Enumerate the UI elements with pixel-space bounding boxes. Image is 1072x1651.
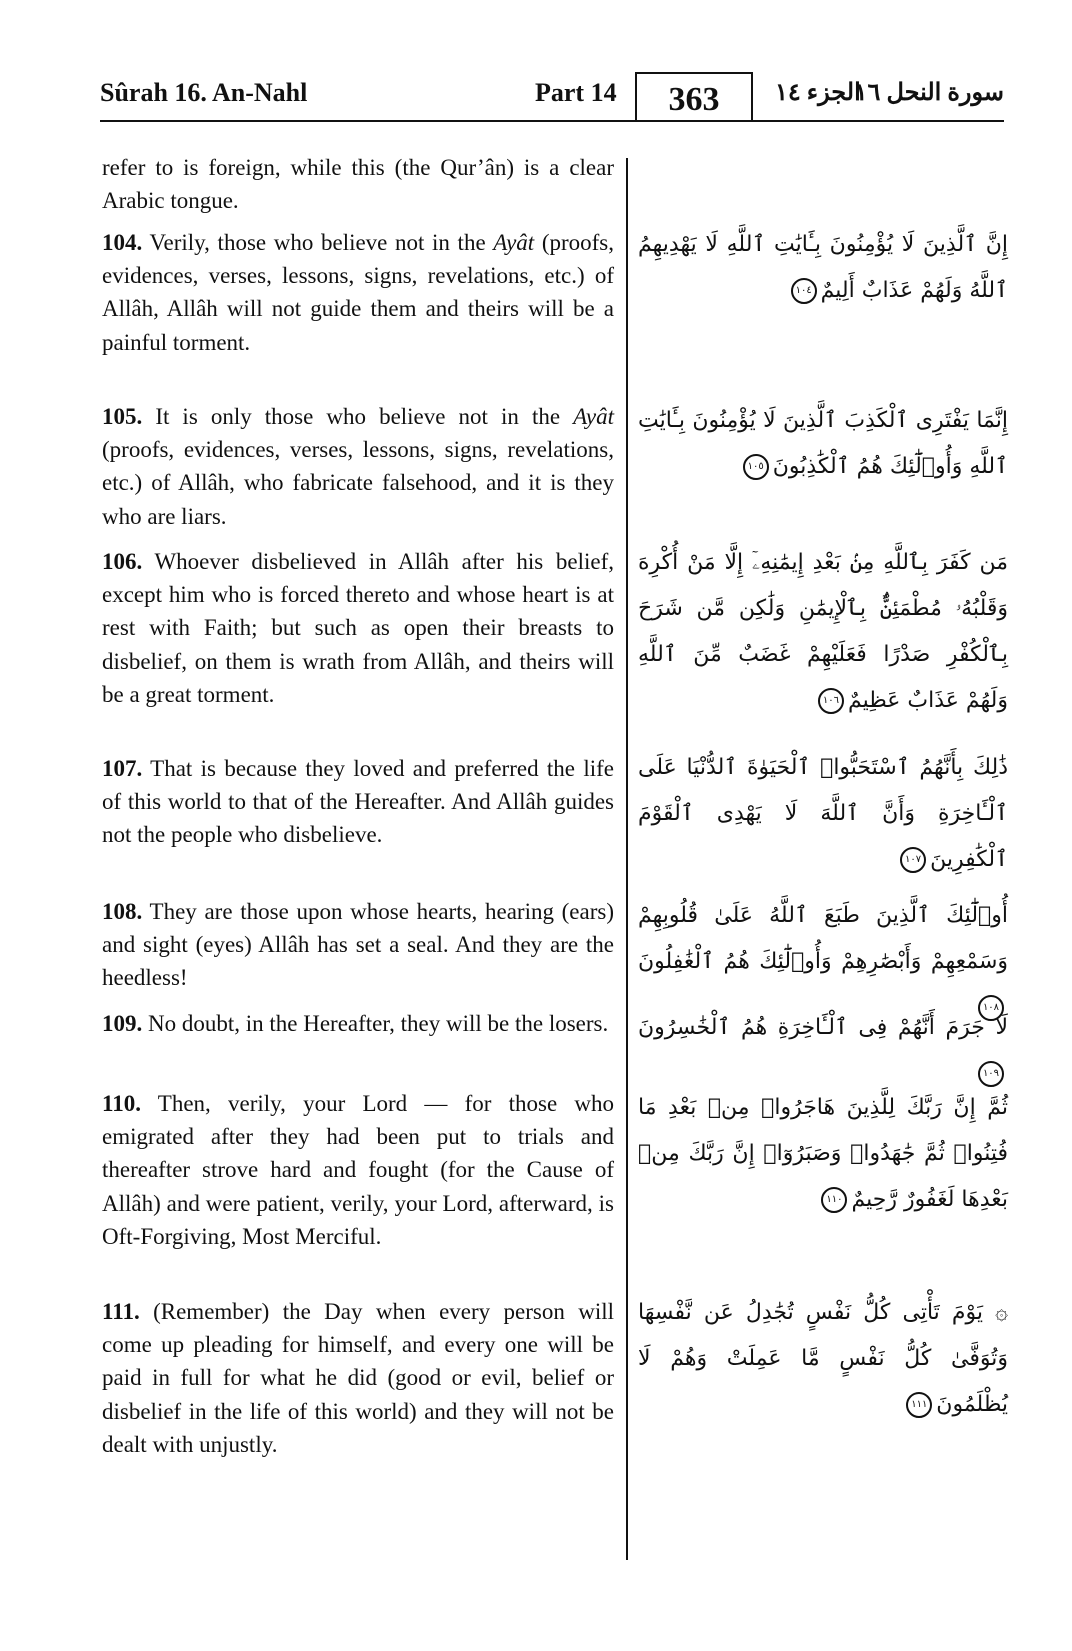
verse-107-translation: [102, 752, 614, 852]
verse-109-translation: [102, 1007, 614, 1040]
verse-110-translation: [102, 1087, 614, 1253]
surah-title: Sûrah 16. An-Nahl: [100, 78, 308, 107]
verse-number: 108.: [102, 899, 143, 924]
verse-number: 107.: [102, 756, 143, 781]
verse-end-marker: ١٠٩: [978, 1061, 1004, 1087]
verse-text: That is because they loved and preferred the life of this world to that of the Hereafter. And Allâh guides not the people who disbelieve.: [102, 756, 614, 848]
verse-number: 111.: [102, 1299, 140, 1324]
arabic-text: إِنَّ ٱلَّذِينَ لَا يُؤْمِنُونَ بِـَٔايَٰتِ ٱللَّهِ لَا يَهْدِيهِمُ ٱللَّهُ وَلَهُمْ عَذَابٌ أَلِيمٌ: [638, 232, 1008, 303]
verse-end-marker: ١١١: [906, 1392, 932, 1418]
verse-end-marker: ١٠٧: [900, 847, 926, 873]
arabic-text: ذَٰلِكَ بِأَنَّهُمُ ٱسْتَحَبُّوا۟ ٱلْحَيَوٰةَ ٱلدُّنْيَا عَلَى ٱلْـَٔاخِرَةِ وَأَنَّ ٱللَّهَ لَا يَهْدِى ٱلْقَوْمَ ٱلْكَٰفِرِينَ: [638, 755, 1008, 872]
verse-text-cont: (proofs, evidences, verses, lessons, signs, revelations, etc.) of Allâh, who fabricate falsehood, and it is they who are liars.: [102, 437, 614, 529]
verse-111-arabic: [638, 1290, 1008, 1428]
juz-label-arabic: الجزء ١٤: [775, 80, 861, 106]
intro-text: refer to is foreign, while this (the Qur’ân) is a clear Arabic tongue.: [102, 155, 614, 214]
verse-106-arabic: [638, 540, 1008, 724]
verse-text: They are those upon whose hearts, hearing (ears) and sight (eyes) Allâh has set a seal. And they are the heedless!: [102, 899, 614, 991]
verse-end-marker: ١٠٦: [818, 688, 844, 714]
arabic-text: ۞ يَوْمَ تَأْتِى كُلُّ نَفْسٍ تُجَٰدِلُ عَن نَّفْسِهَا وَتُوَفَّىٰ كُلُّ نَفْسٍ مَّا عَمِلَتْ وَهُمْ لَا يُظْلَمُونَ: [638, 1300, 1008, 1417]
verse-text: (Remember) the Day when every person will come up pleading for himself, and every one will be paid in full for what he did (good or evil, belief or disbelief in the life of this world) and they will not be dealt with unjustly.: [102, 1299, 614, 1457]
verse-105-translation: [102, 400, 614, 533]
verse-109-arabic: [638, 1005, 1008, 1097]
arabic-text: مَن كَفَرَ بِٱللَّهِ مِنۢ بَعْدِ إِيمَٰنِهِۦٓ إِلَّا مَنْ أُكْرِهَ وَقَلْبُهُۥ مُطْمَئِنٌّۢ بِٱلْإِيمَٰنِ وَلَٰكِن مَّن شَرَحَ بِٱلْكُفْرِ صَدْرًا فَعَلَيْهِمْ غَضَبٌ مِّنَ ٱللَّهِ وَلَهُمْ عَذَابٌ عَظِيمٌ: [638, 550, 1008, 713]
verse-105-arabic: [638, 398, 1008, 490]
verse-end-marker: ١١٠: [821, 1187, 847, 1213]
arabic-text: إِنَّمَا يَفْتَرِى ٱلْكَذِبَ ٱلَّذِينَ لَا يُؤْمِنُونَ بِـَٔايَٰتِ ٱللَّهِ وَأُو۟لَٰٓئِكَ هُمُ ٱلْكَٰذِبُونَ: [638, 408, 1008, 479]
verse-111-translation: [102, 1295, 614, 1461]
verse-end-marker: ١٠٥: [743, 454, 769, 480]
verse-number: 110.: [102, 1091, 141, 1116]
verse-107-arabic: [638, 745, 1008, 883]
surah-title-arabic: سورة النحل ١٦: [854, 80, 1004, 106]
arabic-text: أُو۟لَٰٓئِكَ ٱلَّذِينَ طَبَعَ ٱللَّهُ عَلَىٰ قُلُوبِهِمْ وَسَمْعِهِمْ وَأَبْصَٰرِهِمْ وَأُو۟لَٰٓئِكَ هُمُ ٱلْغَٰفِلُونَ: [638, 903, 1008, 974]
verse-104-arabic: [638, 222, 1008, 314]
verse-text: It is only those who believe not in the: [142, 404, 574, 429]
verse-106-translation: [102, 545, 614, 711]
verse-number: 104.: [102, 230, 143, 255]
page-header: [100, 72, 1004, 122]
arabic-text: ثُمَّ إِنَّ رَبَّكَ لِلَّذِينَ هَاجَرُوا۟ مِنۢ بَعْدِ مَا فُتِنُوا۟ ثُمَّ جَٰهَدُوا۟ وَصَبَرُوٓا۟ إِنَّ رَبَّكَ مِنۢ بَعْدِهَا لَغَفُورٌ رَّحِيمٌ: [638, 1095, 1008, 1212]
verse-108-translation: [102, 895, 614, 995]
verse-end-marker: ١٠٤: [791, 278, 817, 304]
verse-end-marker: ١٠٨: [978, 995, 1004, 1021]
verse-text-cont: (proofs, evidences, verses, lessons, signs, revelations, etc.) of Allâh, Allâh will not guide them and theirs will be a painful torment.: [102, 230, 614, 355]
page-number: 363: [635, 72, 753, 120]
verse-number: 105.: [102, 404, 143, 429]
verse-number: 106.: [102, 549, 143, 574]
verse-text: No doubt, in the Hereafter, they will be the losers.: [142, 1011, 609, 1036]
verse-text: Whoever disbelieved in Allâh after his belief, except him who is forced thereto and whose heart is at rest with Faith; but such as open their breasts to disbelief, on them is wrath from Allâh, and theirs will be a great torment.: [102, 549, 614, 707]
verse-104-translation: [102, 226, 614, 359]
verse-110-arabic: [638, 1085, 1008, 1223]
verse-text: Then, verily, your Lord — for those who emigrated after they had been put to trials and thereafter strove hard and fought (for the Cause of Allâh) and were patient, verily, your Lord, afterward, is Oft-Forgiving, Most Merciful.: [102, 1091, 614, 1249]
verse-number: 109.: [102, 1011, 143, 1036]
verse-italic: Ayât: [573, 404, 614, 429]
arabic-text: لَا جَرَمَ أَنَّهُمْ فِى ٱلْـَٔاخِرَةِ هُمُ ٱلْخَٰسِرُونَ: [638, 1015, 1008, 1040]
part-label: Part 14: [535, 78, 617, 107]
column-divider: [626, 158, 628, 1560]
verse-text: Verily, those who believe not in the: [142, 230, 494, 255]
verse-italic: Ayât: [493, 230, 535, 255]
